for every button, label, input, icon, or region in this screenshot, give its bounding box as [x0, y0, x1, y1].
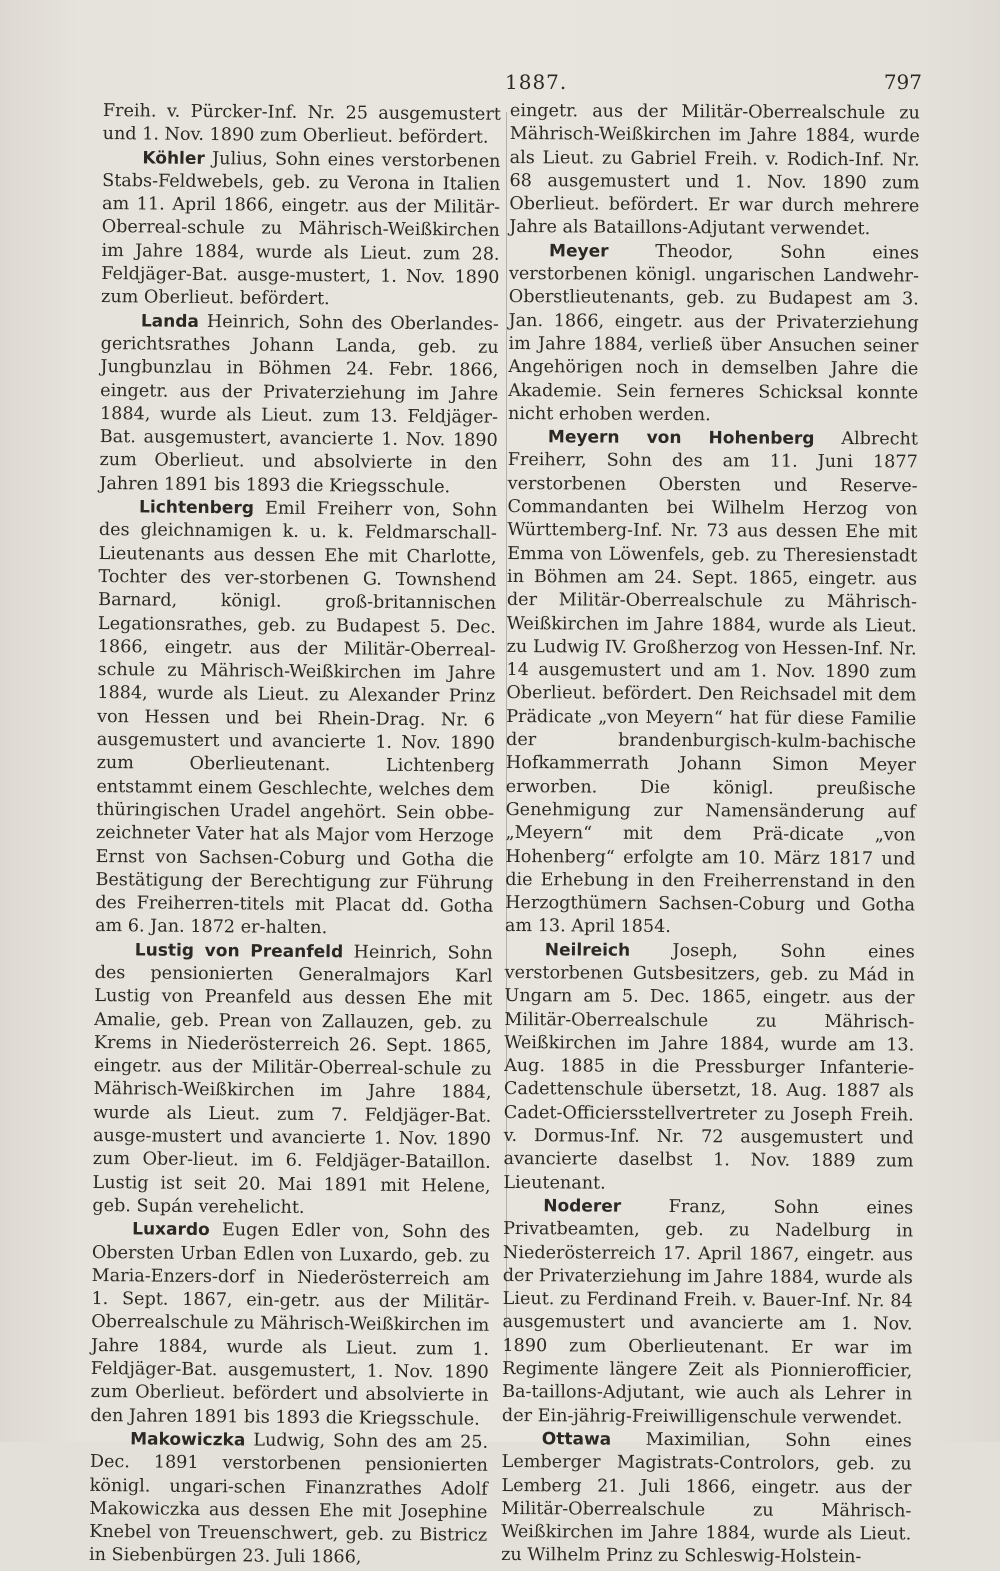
entry-text: Maximilian, Sohn eines Lemberger Magistrats-Controlors, geb. zu Lemberg 21. Juli 1866, eingetr. aus der Militär-Oberrealschule zu Mährisch-Weißkirchen im Jahre 1884, wurde als Lieut. zu Wilhelm Prinz zu Schleswig-Holstein-	[501, 1429, 912, 1568]
entry-landa	[99, 310, 499, 500]
entry-name: Makowiczka	[130, 1429, 246, 1451]
entry-text: Ludwig, Sohn des am 25. Dec. 1891 verstorbenen pensionierten königl. ungari-schen Finanzrathes Adolf Makowiczka aus dessen Ehe mit Josephine Knebel von Treuenschwert, geb. zu Bistricz in Siebenbürgen 23. Juli 1866,	[88, 1430, 489, 1568]
entry-name: Noderer	[543, 1196, 622, 1217]
entry-makowiczka	[89, 1428, 488, 1571]
entry-name: Lustig von Preanfeld	[134, 940, 344, 963]
entry-noderer	[502, 1195, 913, 1430]
entry-text: Julius, Sohn eines verstorbenen Stabs-Feldwebels, geb. zu Verona in Italien am 11. April 1866, eingetr. aus der Militär-Oberreal-schule zu Mährisch-Weißkirchen im Jahre 1884, wurde als Lieut. zum 28. Feldjäger-Bat. ausge-mustert, 1. Nov. 1890 zum Oberlieut. befördert.	[101, 148, 501, 310]
entry-lichtenberg	[95, 496, 497, 942]
entry-text: Franz, Sohn eines Privatbeamten, geb. zu Nadelburg in Niederösterreich 17. April 1867, eingetr. aus der Privaterziehung im Jahre 1884, wurde als Lieut. zu Ferdinand Freih. v. Bauer-Inf. Nr. 84 ausgemustert und avancierte am 1. Nov. 1890 zum Oberlieutenant. Er war im Regimente längere Zeit als Pionnierofficier, Ba-taillons-Adjutant, wie auch als Lehrer in der Ein-jährig-Freiwilligenschule verwendet.	[501, 1196, 914, 1429]
entry-text: Heinrich, Sohn des Oberlandes-gerichtsrathes Johann Landa, geb. zu Jungbunzlau in Böhmen 24. Febr. 1866, eingetr. aus der Privaterziehung im Jahre 1884, wurde als Lieut. zum 13. Feldjäger-Bat. ausgemustert, avancierte 1. Nov. 1890 zum Oberlieut. und absolvierte in den Jahren 1891 bis 1893 die Kriegsschule.	[99, 311, 499, 498]
entry-text: Emil Freiherr von, Sohn des gleichnamigen k. u. k. Feldmarschall-Lieutenants aus dessen Ehe mit Charlotte, Tochter des ver-storbenen G. Townshend Barnard, königl. groß-britannischen Legationsrathes, geb. zu Budapest 5. Dec. 1866, eingetr. aus der Militär-Oberreal-schule zu Mährisch-Weißkirchen im Jahre 1884, wurde als Lieut. zu Alexander Prinz von Hessen und bei Rhein-Drag. Nr. 6 ausgemustert und avancierte 1. Nov. 1890 zum Oberlieutenant. Lichtenberg entstammt einem Geschlechte, welches dem thüringischen Uradel angehört. Sein obbe-zeichneter Vater hat als Major vom Herzoge Ernst von Sachsen-Coburg und Gotha die Bestätigung der Berechtigung zur Führung des Freiherren-titels mit Placat dd. Gotha am 6. Jan. 1872 er-halten.	[94, 498, 498, 939]
entry-text: Theodor, Sohn eines verstorbenen königl. ungarischen Landwehr-Oberstlieutenants, geb. zu Budapest am 3. Jan. 1866, eingetr. aus der Privaterziehung im Jahre 1884, verließ über Ansuchen seiner Angehörigen noch in demselben Jahre die Akademie. Sein ferneres Schicksal konnte nicht erhoben werden.	[508, 241, 920, 426]
entry-name: Meyern von Hohenberg	[547, 427, 815, 450]
entry-neilreich	[503, 939, 915, 1198]
entry-continued	[103, 100, 501, 150]
entry-continued	[509, 100, 920, 242]
entry-lustig	[92, 939, 493, 1222]
entry-text: Heinrich, Sohn des pensionierten Generalmajors Karl Lustig von Preanfeld aus dessen Ehe mit Amalie, geb. Prean von Zallauzen, geb. zu Krems in Niederösterreich 26. Sept. 1865, eingetr. aus der Militär-Oberreal-schule zu Mährisch-Weißkirchen im Jahre 1884, wurde als Lieut. zum 7. Feldjäger-Bat. ausge-mustert und avancierte 1. Nov. 1890 zum Ober-lieut. im 6. Feldjäger-Bataillon. Lustig ist seit 20. Mai 1891 mit Helene, geb. Supán verehelicht.	[92, 942, 493, 1218]
entry-name: Neilreich	[544, 939, 631, 961]
entry-name: Luxardo	[132, 1219, 210, 1241]
entry-name: Meyer	[549, 241, 609, 262]
right-column	[501, 100, 920, 1570]
entry-name: Lichtenberg	[138, 497, 255, 519]
page-year: 1887.	[505, 70, 568, 94]
page-header	[0, 70, 1000, 98]
entry-name: Köhler	[142, 147, 205, 169]
entry-meyern	[505, 426, 918, 941]
entry-text: Freih. v. Pürcker-Inf. Nr. 25 ausgemustert und 1. Nov. 1890 zum Oberlieut. befördert.	[102, 100, 501, 148]
left-column	[89, 100, 501, 1571]
entry-meyer	[508, 240, 919, 429]
entry-luxardo	[90, 1218, 490, 1431]
entry-text: Eugen Edler von, Sohn des Obersten Urban Edlen von Luxardo, geb. zu Maria-Enzers-dorf in Niederösterreich am 1. Sept. 1867, ein-getr. aus der Militär-Oberrealschule zu Mährisch-Weißkirchen im Jahre 1884, wurde als Lieut. zum 1. Feldjäger-Bat. ausgemustert, 1. Nov. 1890 zum Oberlieut. befördert und absolvierte in den Jahren 1891 bis 1893 die Kriegsschule.	[90, 1220, 491, 1430]
entry-name: Ottawa	[541, 1429, 612, 1450]
page-number: 797	[883, 70, 922, 94]
entry-text: Joseph, Sohn eines verstorbenen Gutsbesitzers, geb. zu Mád in Ungarn am 5. Dec. 1865, eingetr. aus der Militär-Oberrealschule zu Mährisch-Weißkirchen im Jahre 1884, wurde am 13. Aug. 1885 in die Pressburger Infanterie-Cadettenschule übersetzt, 18. Aug. 1887 als Cadet-Officiersstellvertreter zu Joseph Freih. v. Dormus-Inf. Nr. 72 ausgemustert und avancierte daselbst 1. Nov. 1889 zum Lieutenant.	[503, 940, 915, 1194]
entry-ottawa	[501, 1428, 912, 1570]
entry-koehler	[101, 147, 501, 314]
entry-name: Landa	[140, 311, 200, 332]
entry-text: Albrecht Freiherr, Sohn des am 11. Juni 1877 verstorbenen Obersten und Reserve-Commandanten bei Wilhelm Herzog von Württemberg-Inf. Nr. 73 aus dessen Ehe mit Emma von Löwenfels, geb. zu Theresienstadt in Böhmen am 24. Sept. 1865, eingetr. aus der Militär-Oberrealschule zu Mährisch-Weißkirchen im Jahre 1884, wurde als Lieut. zu Ludwig IV. Großherzog von Hessen-Inf. Nr. 14 ausgemustert und am 1. Nov. 1890 zum Oberlieut. befördert. Den Reichsadel mit dem Prädicate „von Meyern“ hat für diese Familie der brandenburgisch-kulm-bachische Hofkammerrath Johann Simon Meyer erworben. Die königl. preußische Genehmigung zur Namensänderung auf „Meyern“ mit dem Prä-dicate „von Hohenberg“ erfolgte am 10. März 1817 und die Erhebung in den Freiherrenstand in den Herzogthümern Sachsen-Coburg und Gotha am 13. April 1854.	[504, 429, 919, 938]
entry-text: eingetr. aus der Militär-Oberrealschule zu Mährisch-Weißkirchen im Jahre 1884, wurde als Lieut. zu Gabriel Freih. v. Rodich-Inf. Nr. 68 ausgemustert und 1. Nov. 1890 zum Oberlieut. befördert. Er war durch mehrere Jahre als Bataillons-Adjutant verwendet.	[509, 100, 920, 240]
